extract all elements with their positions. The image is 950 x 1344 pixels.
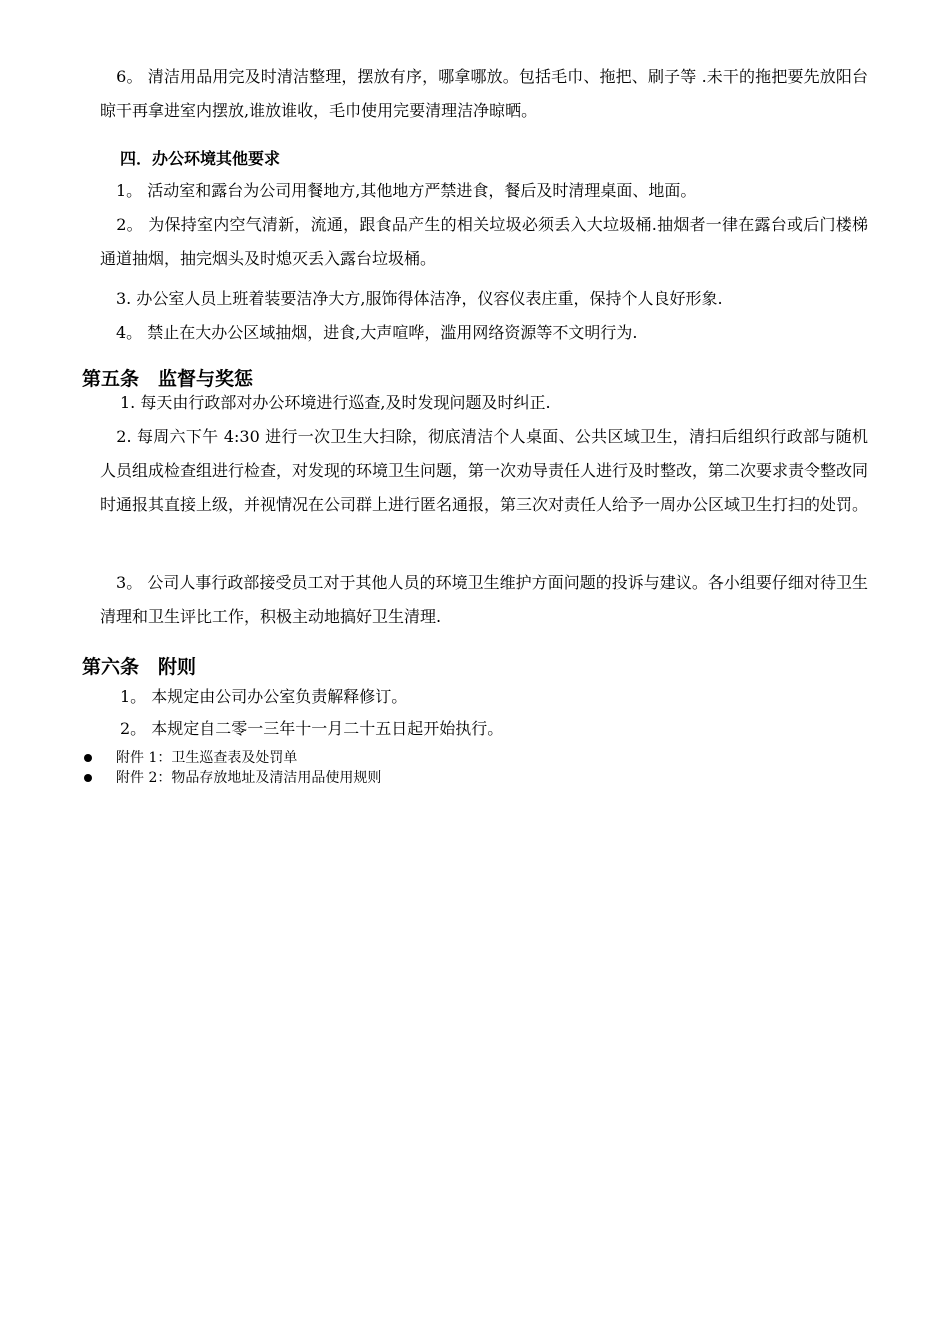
attachment-text: 附件 2：物品存放地址及清洁用品使用规则 — [116, 770, 382, 786]
section-heading-4: 四．办公环境其他要求 — [120, 149, 281, 168]
paragraph-item-4-4: 4。 禁止在大办公区域抽烟，进食,大声喧哗，滥用网络资源等不文明行为. — [100, 323, 638, 342]
attachment-text: 附件 1：卫生巡查表及处罚单 — [116, 750, 298, 766]
paragraph-item-4-1: 1。 活动室和露台为公司用餐地方,其他地方严禁进食，餐后及时清理桌面、地面。 — [100, 181, 697, 200]
paragraph-item-4-3: 3. 办公室人员上班着装要洁净大方,服饰得体洁净，仪容仪表庄重，保持个人良好形象. — [100, 289, 723, 308]
paragraph-item-4-2: 2。 为保持室内空气清新，流通，跟食品产生的相关垃圾必须丢入大垃圾桶.抽烟者一律在露台或后门楼梯通道抽烟，抽完烟头及时熄灭丢入露台垃圾桶。 — [100, 215, 868, 268]
bullet-icon — [84, 754, 92, 762]
attachment-item — [84, 748, 297, 768]
article-5-item-3: 3。 公司人事行政部接受员工对于其他人员的环境卫生维护方面问题的投诉与建议。各小组要仔细对待卫生清理和卫生评比工作，积极主动地搞好卫生清理. — [100, 573, 868, 626]
article-6-item-1: 1。 本规定由公司办公室负责解释修订。 — [104, 687, 408, 706]
article-6-title: 第六条 附则 — [82, 656, 197, 678]
paragraph-item-6: 6。 清洁用品用完及时清洁整理，摆放有序，哪拿哪放。包括毛巾、拖把、刷子等 .未干的拖把要先放阳台晾干再拿进室内摆放,谁放谁收，毛巾使用完要清理洁净晾晒。 — [100, 67, 868, 120]
bullet-icon — [84, 774, 92, 782]
article-5-item-1: 1. 每天由行政部对办公环境进行巡查,及时发现问题及时纠正. — [104, 393, 551, 412]
article-5-title: 第五条 监督与奖惩 — [82, 368, 254, 390]
article-6-item-2: 2。 本规定自二零一三年十一月二十五日起开始执行。 — [104, 719, 504, 738]
article-5-item-2: 2. 每周六下午 4:30 进行一次卫生大扫除，彻底清洁个人桌面、公共区域卫生，清扫后组织行政部与随机人员组成检查组进行检查，对发现的环境卫生问题，第一次劝导责任人进行及时整改，第二次要求责令整改同时通报其直接上级，并视情况在公司群上进行匿名通报，第三次对责任人给予一周办公区域卫生打扫的处罚。 — [100, 427, 869, 514]
attachment-item — [84, 768, 381, 788]
